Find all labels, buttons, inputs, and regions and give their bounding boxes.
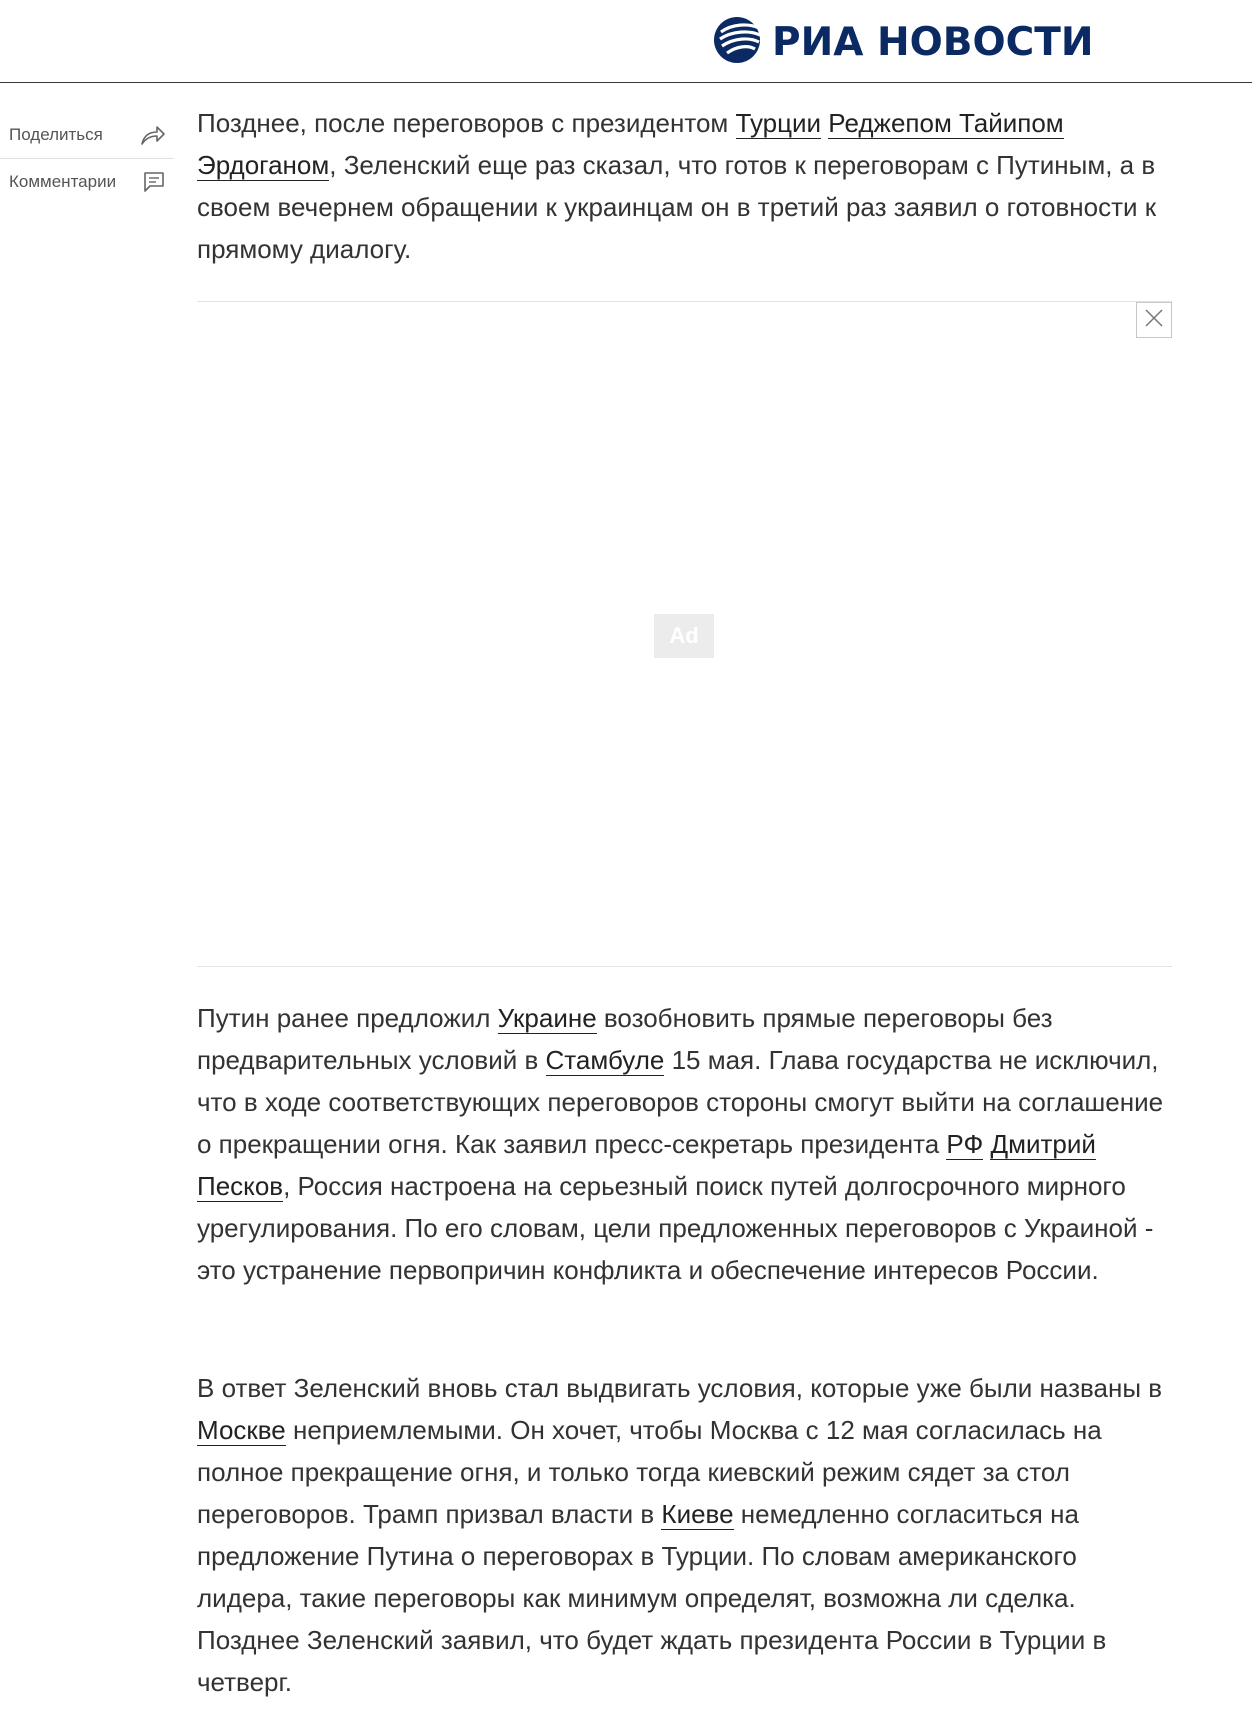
site-logo[interactable] <box>712 16 1094 68</box>
paragraph-text: немедленно согласиться на предложение Путина о переговорах в Турции. По словам американского лидера, такие переговоры как минимум определят, возможна ли сделка. Позднее Зеленский заявил, что будет ждать президента России в Турции в четверг. <box>197 1499 1107 1697</box>
article-body <box>197 102 1172 270</box>
share-button[interactable] <box>0 112 174 158</box>
paragraph-text: , Зеленский еще раз сказал, что готов к переговорам с Путиным, а в своем вечернем обращении к украинцам он в третий раз заявил о готовности к прямому диалогу. <box>197 150 1157 264</box>
paragraph-text: , Россия настроена на серьезный поиск путей долгосрочного мирного урегулирования. По его словам, цели предложенных переговоров с Украиной - это устранение первопричин конфликта и обеспечение интересов России. <box>197 1171 1154 1285</box>
link-ukraine[interactable]: Украине <box>497 1003 597 1033</box>
article-paragraph <box>197 102 1172 270</box>
close-x-icon <box>1144 308 1164 333</box>
paragraph-text: Путин ранее предложил <box>197 1003 498 1033</box>
article-tools <box>0 112 174 205</box>
comments-label: Комментарии <box>9 172 117 191</box>
paragraph-text: Позднее, после переговоров с президентом <box>197 108 736 138</box>
ad-block <box>197 301 1172 967</box>
article-paragraph <box>197 1367 1172 1703</box>
link-kiev[interactable]: Киеве <box>661 1499 734 1529</box>
link-peskov[interactable]: Дмитрий Песков <box>197 1129 1096 1201</box>
ad-label: Ad <box>654 614 714 658</box>
comment-icon <box>142 170 166 194</box>
logo-text: РИА НОВОСТИ <box>772 19 1094 65</box>
link-turkey[interactable]: Турции <box>735 108 822 138</box>
article-body-continued <box>197 1367 1172 1703</box>
site-header <box>0 0 1252 83</box>
link-istanbul[interactable]: Стамбуле <box>545 1045 665 1075</box>
paragraph-text: неприемлемыми. Он хочет, чтобы Москва с 12 мая согласилась на полное прекращение огня, и только тогда киевский режим сядет за стол переговоров. Трамп призвал власти в <box>197 1415 1102 1529</box>
article-body-continued <box>197 997 1172 1291</box>
link-moscow[interactable]: Москве <box>197 1415 286 1445</box>
ad-close-button[interactable] <box>1136 302 1172 338</box>
share-arrow-icon <box>140 124 166 146</box>
paragraph-text: 15 мая. Глава государства не исключил, что в ходе соответствующих переговоров стороны смогут выйти на соглашение о прекращении огня. Как заявил пресс-секретарь президента <box>197 1045 1164 1159</box>
paragraph-text: В ответ Зеленский вновь стал выдвигать условия, которые уже были названы в <box>197 1373 1163 1403</box>
paragraph-text: возобновить прямые переговоры без предварительных условий в <box>197 1003 1053 1075</box>
article-paragraph <box>197 997 1172 1291</box>
share-label: Поделиться <box>9 125 103 144</box>
ria-globe-icon <box>712 15 762 70</box>
comments-button[interactable] <box>0 158 174 205</box>
link-rf[interactable]: РФ <box>946 1129 984 1159</box>
link-erdogan[interactable]: Реджепом Тайипом Эрдоганом <box>197 108 1064 180</box>
